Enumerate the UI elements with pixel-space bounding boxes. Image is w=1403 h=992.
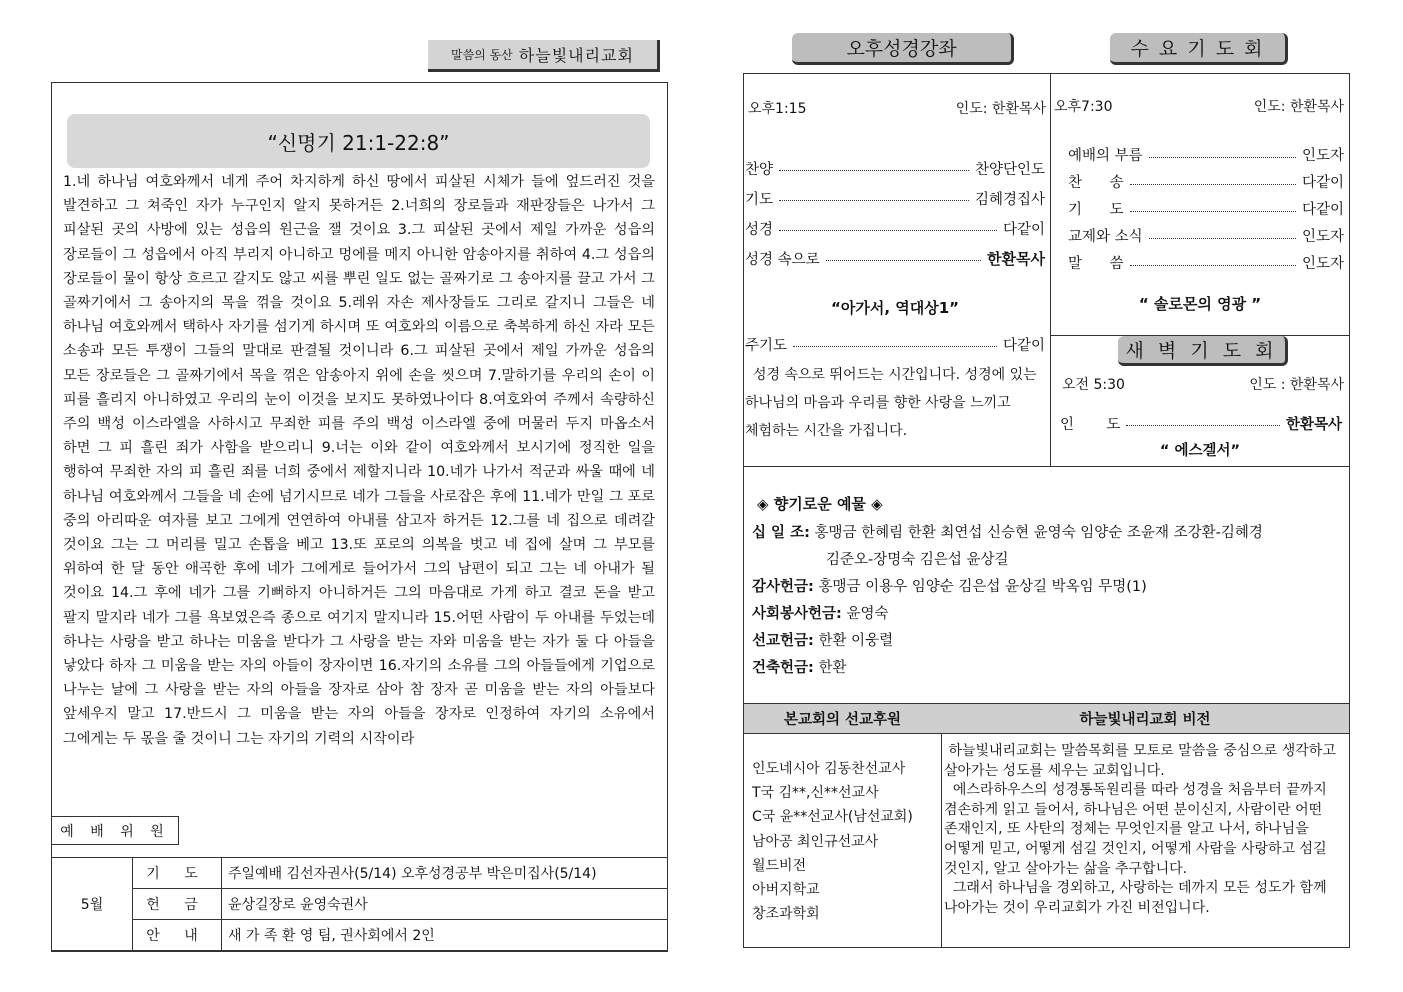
order-value: 한환목사 xyxy=(1285,416,1342,433)
offering-label: 감사헌금: xyxy=(752,579,814,595)
order-label: 주기도 xyxy=(745,337,788,354)
list-item xyxy=(745,153,1045,183)
duty-cell: 주일예배 김선자권사(5/14) 오후성경공부 박은미집사(5/14) xyxy=(222,858,668,889)
afternoon-time: 오후1:15 xyxy=(748,101,807,117)
order-label: 기 도 xyxy=(1068,202,1124,218)
dawn-info xyxy=(1062,374,1344,394)
table-row xyxy=(52,889,668,920)
offering-names: 한환 xyxy=(818,660,847,676)
dawn-prayer-header: 새 벽 기 도 회 xyxy=(1118,336,1288,366)
order-label: 예배의 부름 xyxy=(1068,148,1143,164)
order-value: 김혜경집사 xyxy=(974,191,1045,208)
worship-committee-table xyxy=(51,857,668,951)
building-row xyxy=(752,656,846,677)
afternoon-class-header: 오후성경강좌 xyxy=(792,33,1014,65)
order-label: 교제와 소식 xyxy=(1068,229,1143,245)
list-item: 월드비전 xyxy=(752,857,807,874)
offering-names: 홍맹금 이용우 임양순 김은섭 윤상길 박옥임 무명(1) xyxy=(818,579,1147,595)
missions-header: 본교회의 선교후원 xyxy=(743,703,942,734)
role-cell: 안 내 xyxy=(133,920,222,951)
duty-cell: 새 가 족 환 영 팀, 권사회에서 2인 xyxy=(222,920,668,951)
dawn-time: 오전 5:30 xyxy=(1062,377,1125,393)
offering-names: 윤영숙 xyxy=(846,606,889,622)
duty-cell: 윤상길장로 윤영숙권사 xyxy=(222,889,668,920)
church-motto: 말씀의 동산 xyxy=(451,48,513,62)
wednesday-order xyxy=(1068,141,1344,276)
order-label: 찬 송 xyxy=(1068,175,1124,191)
list-item xyxy=(745,243,1045,273)
dawn-order xyxy=(1060,413,1342,433)
order-label: 성경 xyxy=(745,221,774,238)
order-value: 다같이 xyxy=(1301,175,1344,191)
tithe-row-continued: 김준오-장명숙 김은섭 윤상길 xyxy=(826,552,1009,568)
offering-names: 한환 이웅렬 xyxy=(818,633,894,649)
order-label: 인 도 xyxy=(1060,416,1121,433)
afternoon-order xyxy=(745,153,1045,273)
list-item: 인도네시아 김동찬선교사 xyxy=(752,761,906,777)
vision-paragraph: 그래서 하나님을 경외하고, 사랑하는 데까지 모든 성도가 함께 나아가는 것이 우리교회가 가진 비전입니다. xyxy=(944,880,1332,916)
list-item xyxy=(1068,195,1344,222)
missions-list xyxy=(752,757,913,926)
wednesday-info xyxy=(1054,96,1344,116)
list-item xyxy=(745,213,1045,243)
offering-label: 사회봉사헌금: xyxy=(752,606,842,622)
vision-paragraph: 에스라하우스의 성경통독원리를 따라 성경을 처음부터 끝까지 겸손하게 읽고 들어서, 하나님은 어떤 분이신지, 사람이란 어떤 존재인지, 또 사탄의 정체는 무엇인지를 알고 나서, 하나님을 어떻게 믿고, 어떻게 섬길 것인지, 어떻게 사람을 사랑하고 섬길 것인지, 알고 살아가는 삶을 추구합니다. xyxy=(944,782,1332,877)
afternoon-subject: “아가서, 역대상1” xyxy=(830,299,959,317)
offering-label: 건축헌금: xyxy=(752,660,814,676)
table-row xyxy=(52,920,668,951)
wednesday-subject: “ 솔로몬의 영광 ” xyxy=(1138,295,1262,313)
grid-divider xyxy=(1050,73,1051,467)
afternoon-closing xyxy=(745,334,1045,354)
list-item xyxy=(1068,222,1344,249)
order-value: 다같이 xyxy=(1002,221,1045,238)
wednesday-leader: 인도: 한환목사 xyxy=(1253,99,1344,115)
vision-text xyxy=(944,742,1348,918)
thanks-row xyxy=(752,575,1147,596)
list-item xyxy=(745,183,1045,213)
wednesday-prayer-header: 수 요 기 도 회 xyxy=(1110,33,1288,65)
worship-committee-label: 예 배 위 원 xyxy=(51,816,179,845)
tithe-row xyxy=(752,521,1263,542)
social-row xyxy=(752,602,888,623)
order-value: 다같이 xyxy=(1301,202,1344,218)
month-cell: 5월 xyxy=(52,858,133,951)
afternoon-description: 성경 속으로 뛰어드는 시간입니다. 성경에 있는 하나님의 마음과 우리를 향한 사랑을 느끼고 체험하는 시간을 가집니다. xyxy=(745,367,1037,439)
order-label: 기도 xyxy=(745,191,774,208)
list-item: 남아공 최인규선교사 xyxy=(752,833,879,850)
list-item xyxy=(1068,141,1344,168)
order-label: 말 씀 xyxy=(1068,256,1124,272)
dawn-leader: 인도 : 한환목사 xyxy=(1249,377,1344,393)
list-item: C국 윤**선교사(남선교회) xyxy=(752,809,913,826)
offering-names: 홍맹금 한혜림 한환 최연섭 신승현 윤영숙 임양순 조윤재 조강환-김혜경 xyxy=(814,525,1263,541)
church-name: 하늘빛내리교회 xyxy=(518,46,634,65)
list-item: 아버지학교 xyxy=(752,882,820,899)
role-cell: 헌 금 xyxy=(133,889,222,920)
order-value: 찬양단인도 xyxy=(974,161,1045,178)
dawn-subject: “ 에스겔서” xyxy=(1159,443,1241,459)
vision-header: 하늘빛내리교회 비전 xyxy=(941,703,1350,734)
order-label: 찬양 xyxy=(745,161,774,178)
order-value: 다같이 xyxy=(1002,337,1045,354)
list-item: 창조과학회 xyxy=(752,906,820,923)
afternoon-info xyxy=(748,98,1046,118)
order-value: 인도자 xyxy=(1301,148,1344,164)
table-row xyxy=(52,858,668,889)
offering-title: ◈ 향기로운 예물 ◈ xyxy=(757,495,883,513)
role-cell: 기 도 xyxy=(133,858,222,889)
mission-offering-row xyxy=(752,629,893,650)
list-item: T국 김**,신**선교사 xyxy=(752,785,879,802)
order-value: 한환목사 xyxy=(987,249,1045,268)
list-item xyxy=(1068,168,1344,195)
order-value: 인도자 xyxy=(1301,256,1344,272)
order-label: 성경 속으로 xyxy=(745,251,820,268)
scripture-text: 1.네 하나님 여호와께서 네게 주어 차지하게 하신 땅에서 피살된 시체가 들에 엎드러진 것을 발견하고 그 쳐죽인 자가 누구인지 알지 못하거든 2.너희의 장로들과 재판장들은 나가서 그 피살된 곳의 사방에 있는 성읍의 원근을 잴 것이요 3.그 피살된 곳에서 제일 가까운 성읍의 장로들이 그 성읍에서 아직 부리지 아니하고 멍에를 메지 아니한 암송아지를 취하여 4.그 성읍의 장로들이 물이 항상 흐르고 갈지도 않고 씨를 뿌린 일도 없는 골짜기로 그 송아지를 끌고 가서 그 골짜기에서 그 송아지의 목을 꺾을 것이요 5.레위 자손 제사장들도 그리로 갈지니 그들은 네 하나님 여호와께서 택하사 자기를 섬기게 하시며 또 여호와의 이름으로 축복하게 하신 자라 모든 소송과 모든 투쟁이 그들의 말대로 판결될 것이니라 6.그 피살된 곳에서 제일 가까운 성읍의 모든 장로들은 그 골짜기에서 목을 꺾은 암송아지 위에 손을 씻으며 7.말하기를 우리의 손이 이 피를 흘리지 아니하였고 우리의 눈이 이것을 보지도 못하였나이다 8.여호와여 주께서 속량하신 주의 백성 이스라엘을 사하시고 무죄한 피를 주의 백성 이스라엘 중에 머물러 두지 마옵소서 하면 그 피 흘린 죄가 사함을 받으리니 9.너는 이와 같이 여호와께서 보시기에 정직한 일을 행하여 무죄한 자의 피 흘린 죄를 너희 중에서 제할지니라 10.네가 나가서 적군과 싸울 때에 네 하나님 여호와께서 그들을 네 손에 넘기시므로 네가 그들을 사로잡은 후에 11.네가 만일 그 포로 중의 아리따운 여자를 보고 그에게 연연하여 아내를 삼고자 하거든 12.그를 네 집으로 데려갈 것이요 그는 그 머리를 밀고 손톱을 베고 13.또 포로의 의복을 벗고 네 집에 살며 그 부모를 위하여 한 달 동안 애곡한 후에 네가 그에게로 들어가서 그의 남편이 되고 그는 네 아내가 될 것이요 14.그 후에 네가 그를 기뻐하지 아니하거든 그의 마음대로 가게 하고 결코 돈을 받고 팔지 말지라 네가 그를 욕보였은즉 종으로 여기지 말지니라 15.어떤 사람이 두 아내를 두었는데 하나는 사랑을 받고 하나는 미움을 받다가 그 사랑을 받는 자와 미움을 받는 자가 둘 다 아들을 낳았다 하자 그 미움을 받는 자의 아들이 장자이면 16.자기의 소유를 그의 아들들에게 기업으로 나누는 날에 그 사랑을 받는 자의 아들을 장자로 삼아 참 장자 곧 미움을 받는 자의 아들보다 앞세우지 말고 17.반드시 그 미움을 받는 자의 아들을 장자로 인정하여 자기의 소유에서 그에게는 두 몫을 줄 것이니 그는 자기의 기력의 시작이라 xyxy=(63,174,655,747)
order-value: 인도자 xyxy=(1301,229,1344,245)
table-divider xyxy=(941,734,942,948)
vision-paragraph: 하늘빛내리교회는 말씀목회를 모토로 말씀을 중심으로 생각하고 살아가는 성도를 세우는 교회입니다. xyxy=(944,743,1341,779)
wednesday-time: 오후7:30 xyxy=(1054,99,1113,115)
afternoon-leader: 인도: 한환목사 xyxy=(955,101,1046,117)
offering-label: 십 일 조: xyxy=(752,525,810,541)
church-name-tag xyxy=(428,40,660,72)
offering-label: 선교헌금: xyxy=(752,633,814,649)
list-item xyxy=(1068,249,1344,276)
scripture-title: “신명기 21:1-22:8” xyxy=(67,114,650,168)
